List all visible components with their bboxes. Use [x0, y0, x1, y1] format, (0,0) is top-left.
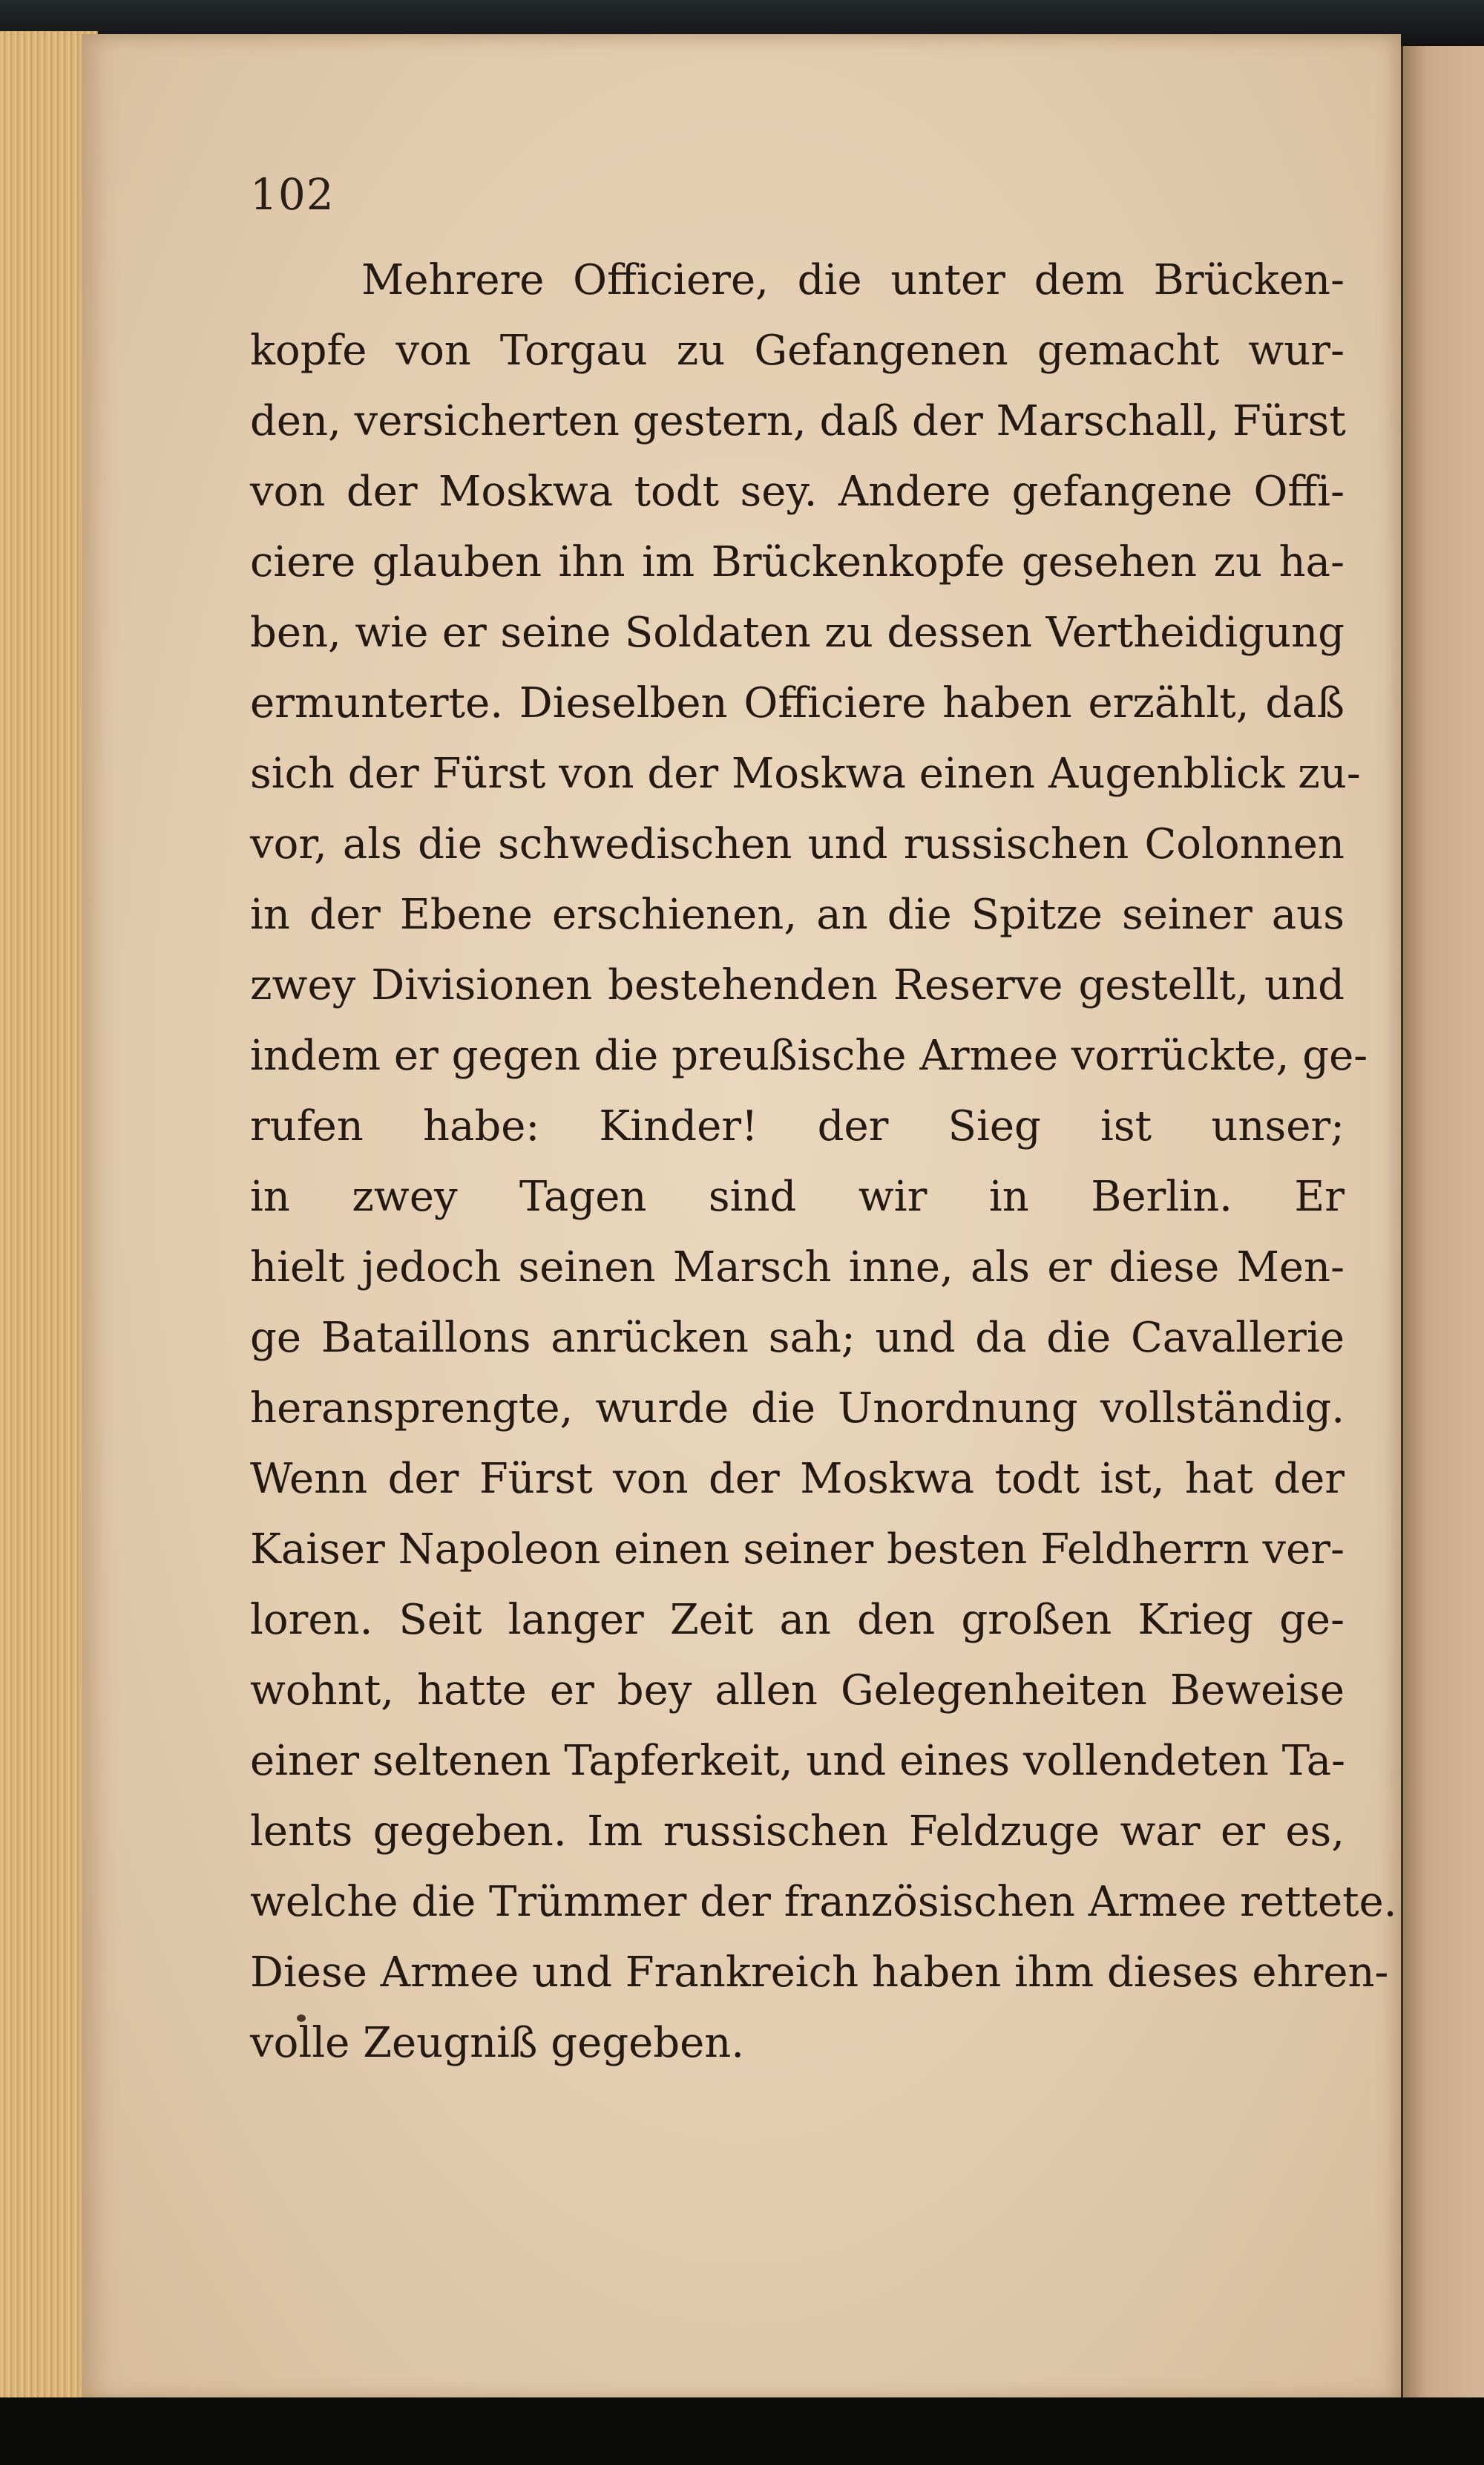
text-line: sich der Fürst von der Moskwa einen Augenblick zu- [250, 750, 1361, 798]
text-line: zwey Divisionen bestehenden Reserve gestellt, und [250, 961, 1345, 1009]
text-line: heransprengte, wurde die Unordnung vollständig. [250, 1384, 1345, 1433]
text-line: in zwey Tagen sind wir in Berlin. Er [250, 1173, 1345, 1221]
scan-bottom-background [0, 2397, 1484, 2465]
text-line: wohnt, hatte er bey allen Gelegenheiten Beweise [250, 1666, 1345, 1715]
text-line: vor, als die schwedischen und russischen Colonnen [250, 820, 1345, 868]
text-line: loren. Seit langer Zeit an den großen Krieg ge- [250, 1596, 1345, 1644]
text-line: ben, wie er seine Soldaten zu dessen Vertheidigung [250, 609, 1345, 657]
text-line: lents gegeben. Im russischen Feldzuge war er es, [250, 1807, 1345, 1856]
text-line: kopfe von Torgau zu Gefangenen gemacht wur- [250, 327, 1345, 375]
text-line: Diese Armee und Frankreich haben ihm dieses ehren- [250, 1948, 1389, 1997]
text-line: rufen habe: Kinder! der Sieg ist unser; [250, 1102, 1345, 1150]
text-line: in der Ebene erschienen, an die Spitze seiner aus [250, 891, 1345, 939]
text-line: ge Bataillons anrücken sah; und da die Cavallerie [250, 1314, 1345, 1362]
text-line: Kaiser Napoleon einen seiner besten Feldherrn ver- [250, 1525, 1345, 1574]
text-line: Wenn der Fürst von der Moskwa todt ist, hat der [250, 1455, 1345, 1503]
text-line: von der Moskwa todt sey. Andere gefangene Offi- [250, 468, 1345, 516]
text-line: Mehrere Officiere, die unter dem Brücken- [361, 256, 1345, 304]
text-line: indem er gegen die preußische Armee vorrückte, ge- [250, 1032, 1368, 1080]
adjacent-page-edge [1401, 46, 1484, 2406]
text-line: ciere glauben ihn im Brückenkopfe gesehen zu ha- [250, 538, 1345, 586]
text-line: den, versicherten gestern, daß der Marschall, Fürst [250, 397, 1346, 445]
text-line: ermunterte. Dieselben Officiere haben erzählt, daß [250, 679, 1345, 727]
text-line: volle Zeugniß gegeben. [250, 2019, 745, 2067]
text-line: welche die Trümmer der französischen Armee rettete. [250, 1878, 1397, 1926]
body-text [250, 245, 1397, 2078]
page-number: 102 [250, 169, 335, 220]
text-line: einer seltenen Tapferkeit, und eines vollendeten Ta- [250, 1737, 1346, 1785]
text-line: hielt jedoch seinen Marsch inne, als er diese Men- [250, 1243, 1345, 1292]
